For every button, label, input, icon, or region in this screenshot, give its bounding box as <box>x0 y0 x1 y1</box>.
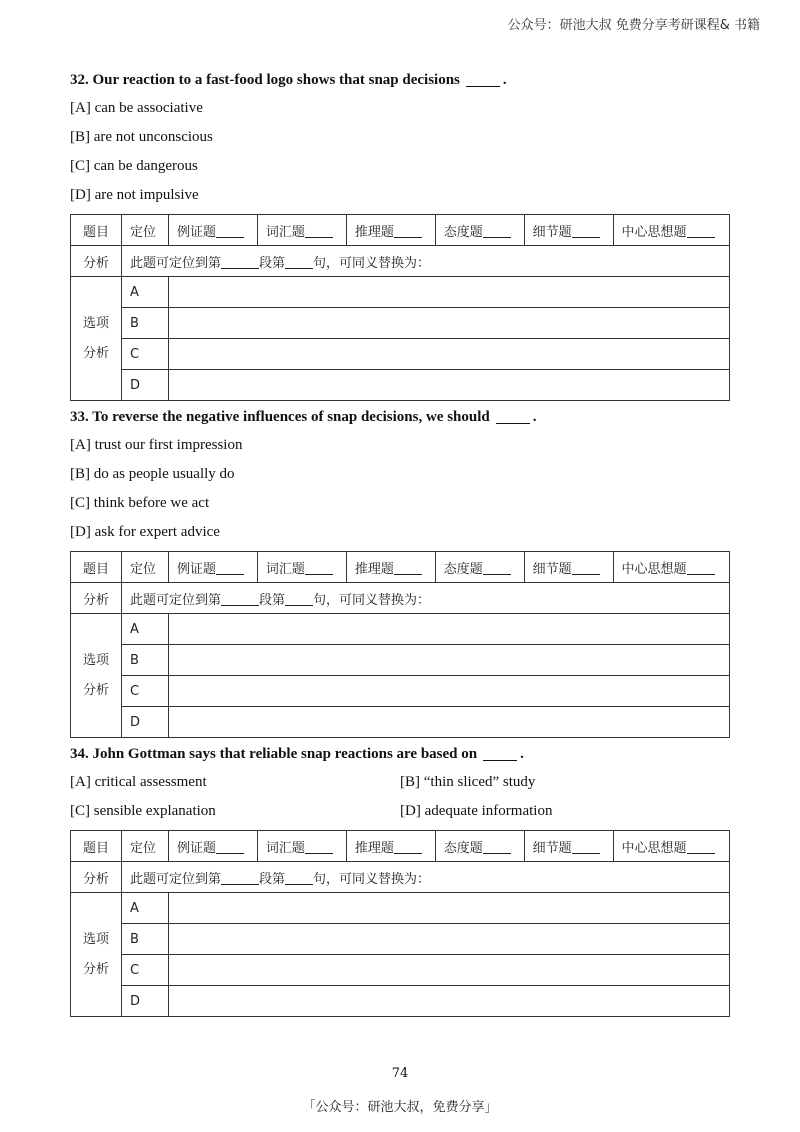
option-analysis-cell <box>169 924 730 955</box>
option-row-a <box>71 277 730 308</box>
type-attitude: 态度题 <box>435 215 524 246</box>
locate-sentence: 此题可定位到第 段第 句，可同义替换为： <box>122 862 730 893</box>
option-row-b <box>71 924 730 955</box>
type-detail: 细节题 <box>524 215 613 246</box>
type-row <box>71 215 730 246</box>
type-detail: 细节题 <box>524 831 613 862</box>
type-example: 例证题 <box>169 552 258 583</box>
header-note: 公众号：研池大叔 免费分享考研课程& 书籍 <box>507 18 760 33</box>
option-row-b <box>71 308 730 339</box>
option-row-b <box>71 645 730 676</box>
question-stem: 33. To reverse the negative influences of snap decisions, we should . <box>70 409 537 425</box>
option-b: [B] are not unconscious <box>70 129 213 145</box>
type-main-idea: 中心思想题 <box>613 552 729 583</box>
option-analysis-cell <box>169 370 730 401</box>
row-title: 分析 <box>71 246 122 277</box>
option-a: [A] can be associative <box>70 100 203 116</box>
option-d: [D] adequate information <box>400 803 553 819</box>
type-inference: 推理题 <box>346 831 435 862</box>
type-vocab: 词汇题 <box>257 552 346 583</box>
locate-label: 定位 <box>122 831 169 862</box>
option-analysis-cell <box>169 308 730 339</box>
option-row-d <box>71 370 730 401</box>
page-number: 74 <box>391 1066 409 1081</box>
option-row-c <box>71 955 730 986</box>
row-title: 分析 <box>71 583 122 614</box>
row-title: 题目 <box>71 552 122 583</box>
option-a: [A] critical assessment <box>70 774 207 790</box>
type-inference: 推理题 <box>346 215 435 246</box>
option-c: [C] sensible explanation <box>70 803 216 819</box>
option-letter: B <box>122 924 169 955</box>
answer-blank <box>496 423 530 424</box>
option-letter: B <box>122 645 169 676</box>
question-stem: 32. Our reaction to a fast-food logo shows that snap decisions . <box>70 72 507 88</box>
option-letter: C <box>122 676 169 707</box>
analysis-table <box>70 551 730 738</box>
option-analysis-cell <box>169 986 730 1017</box>
option-letter: C <box>122 339 169 370</box>
question-34 <box>70 746 730 1017</box>
option-analysis-label: 选项 分析 <box>71 614 122 738</box>
option-row-c <box>71 339 730 370</box>
option-analysis-cell <box>169 645 730 676</box>
option-row-a <box>71 893 730 924</box>
answer-blank <box>483 760 517 761</box>
footer-note: 「公众号：研池大叔，免费分享」 <box>302 1100 498 1115</box>
row-title: 分析 <box>71 862 122 893</box>
locate-sentence: 此题可定位到第 段第 句，可同义替换为： <box>122 246 730 277</box>
page-content <box>70 72 730 1025</box>
option-analysis-cell <box>169 614 730 645</box>
option-letter: D <box>122 370 169 401</box>
type-vocab: 词汇题 <box>257 215 346 246</box>
locate-row <box>71 862 730 893</box>
locate-row <box>71 583 730 614</box>
question-32 <box>70 72 730 401</box>
option-c: [C] think before we act <box>70 495 210 511</box>
option-analysis-label: 选项 分析 <box>71 893 122 1017</box>
row-title: 题目 <box>71 215 122 246</box>
option-row-d <box>71 986 730 1017</box>
row-title: 题目 <box>71 831 122 862</box>
option-analysis-cell <box>169 339 730 370</box>
option-row-d <box>71 707 730 738</box>
type-inference: 推理题 <box>346 552 435 583</box>
option-letter: A <box>122 893 169 924</box>
option-analysis-cell <box>169 277 730 308</box>
option-analysis-cell <box>169 893 730 924</box>
type-attitude: 态度题 <box>435 831 524 862</box>
option-row-c <box>71 676 730 707</box>
option-analysis-cell <box>169 955 730 986</box>
type-row <box>71 552 730 583</box>
option-letter: A <box>122 614 169 645</box>
locate-sentence: 此题可定位到第 段第 句，可同义替换为： <box>122 583 730 614</box>
option-letter: D <box>122 707 169 738</box>
option-b: [B] “thin sliced” study <box>400 774 536 790</box>
option-b: [B] do as people usually do <box>70 466 235 482</box>
option-a: [A] trust our first impression <box>70 437 243 453</box>
options-row-2 <box>70 801 730 830</box>
option-analysis-label: 选项 分析 <box>71 277 122 401</box>
type-example: 例证题 <box>169 215 258 246</box>
answer-blank <box>466 86 500 87</box>
option-row-a <box>71 614 730 645</box>
option-analysis-cell <box>169 676 730 707</box>
question-33 <box>70 409 730 738</box>
type-main-idea: 中心思想题 <box>613 215 729 246</box>
type-row <box>71 831 730 862</box>
locate-label: 定位 <box>122 215 169 246</box>
type-example: 例证题 <box>169 831 258 862</box>
analysis-table <box>70 830 730 1017</box>
type-detail: 细节题 <box>524 552 613 583</box>
type-main-idea: 中心思想题 <box>613 831 729 862</box>
type-vocab: 词汇题 <box>257 831 346 862</box>
option-analysis-cell <box>169 707 730 738</box>
option-letter: B <box>122 308 169 339</box>
option-c: [C] can be dangerous <box>70 158 198 174</box>
option-letter: D <box>122 986 169 1017</box>
option-d: [D] are not impulsive <box>70 187 199 203</box>
locate-label: 定位 <box>122 552 169 583</box>
locate-row <box>71 246 730 277</box>
analysis-table <box>70 214 730 401</box>
option-letter: C <box>122 955 169 986</box>
options-row-1 <box>70 772 730 801</box>
option-d: [D] ask for expert advice <box>70 524 220 540</box>
option-letter: A <box>122 277 169 308</box>
question-stem: 34. John Gottman says that reliable snap reactions are based on . <box>70 746 524 762</box>
type-attitude: 态度题 <box>435 552 524 583</box>
